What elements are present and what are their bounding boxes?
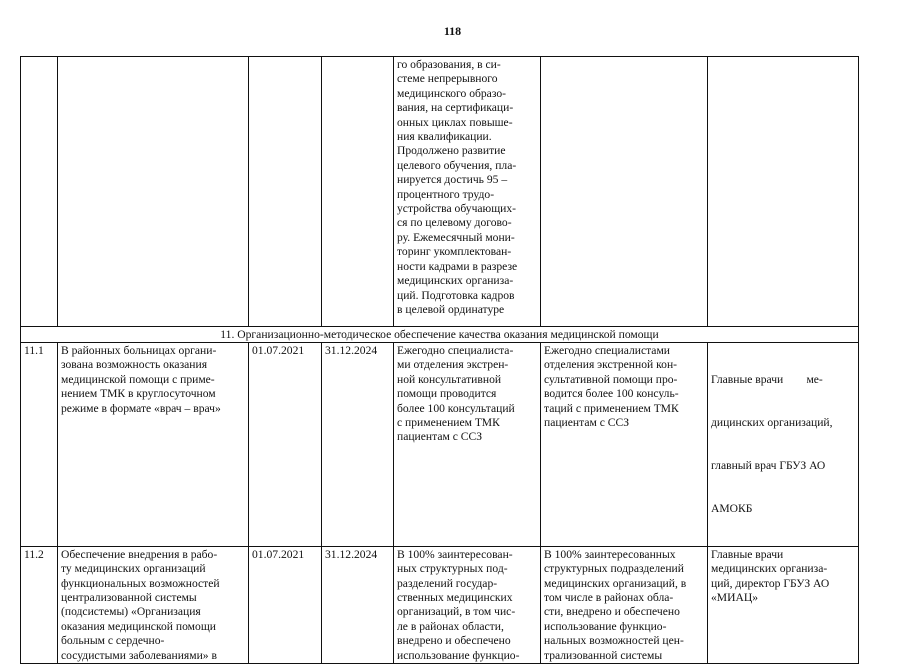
cell-description [58,57,249,327]
cell-indicator [541,57,708,327]
row-description: Обеспечение внедрения в рабо- ту медицинских организаций функциональных возможностей централизованной системы (подсистемы) «Организация оказания медицинской помощи больным с сердечно- сосудистыми заболеваниями» в [58,546,249,663]
section-header-row [21,327,859,343]
section-title: 11. Организационно-методическое обеспечение качества оказания медицинской помощи [21,327,859,343]
row-responsible: Главные врачи медицинских организа- ций, директор ГБУЗ АО «МИАЦ» [708,546,859,663]
row-indicator: В 100% заинтересованных структурных подразделений медицинских организаций, в том числе в районах обла- сти, внедрено и обеспечено использование функцио- нальных возможностей цен- трализованной системы [541,546,708,663]
cell-num [21,57,58,327]
cell-result: го образования, в си- стеме непрерывного медицинского образо- вания, на сертификаци- онных циклах повыше- ния квалификации. Продолжено развитие целевого обучения, пла- нируется достичь 95 – процентного трудо- устройства обучающих- ся по целевому догово- ру. Ежемесячный мони- торинг укомплектован- ности кадрами в разрезе медицинских организа- ций. Подготовка кадров в целевой ординатуре [394,57,541,327]
row-end-date: 31.12.2024 [322,546,394,663]
row-indicator: Ежегодно специалистами отделения экстренной кон- сультативной помощи про- водится более 100 консуль- таций с применением ТМК пациентам с ССЗ [541,343,708,547]
row-result: Ежегодно специалиста- ми отделения экстрен- ной консультативной помощи проводится более 100 консультаций с применением ТМК пациентам с ССЗ [394,343,541,547]
row-responsible: Главные врачи ме- дицинских организаций, главный врач ГБУЗ АО АМОКБ [708,343,859,547]
measures-table [20,56,859,664]
row-number: 11.2 [21,546,58,663]
page-number: 118 [443,24,462,38]
row-description: В районных больницах органи- зована возможность оказания медицинской помощи с приме- нением ТМК в круглосуточном режиме в формате «врач – врач» [58,343,249,547]
continuation-row [21,57,859,327]
table-row [21,546,859,663]
row-start-date: 01.07.2021 [249,343,322,547]
row-number: 11.1 [21,343,58,547]
cell-end-date [322,57,394,327]
cell-responsible [708,57,859,327]
table-row [21,343,859,547]
row-end-date: 31.12.2024 [322,343,394,547]
cell-start-date [249,57,322,327]
row-result: В 100% заинтересован- ных структурных под- разделений государ- ственных медицинских организаций, в том чис- ле в районах области, внедрено и обеспечено использование функцио- [394,546,541,663]
row-start-date: 01.07.2021 [249,546,322,663]
